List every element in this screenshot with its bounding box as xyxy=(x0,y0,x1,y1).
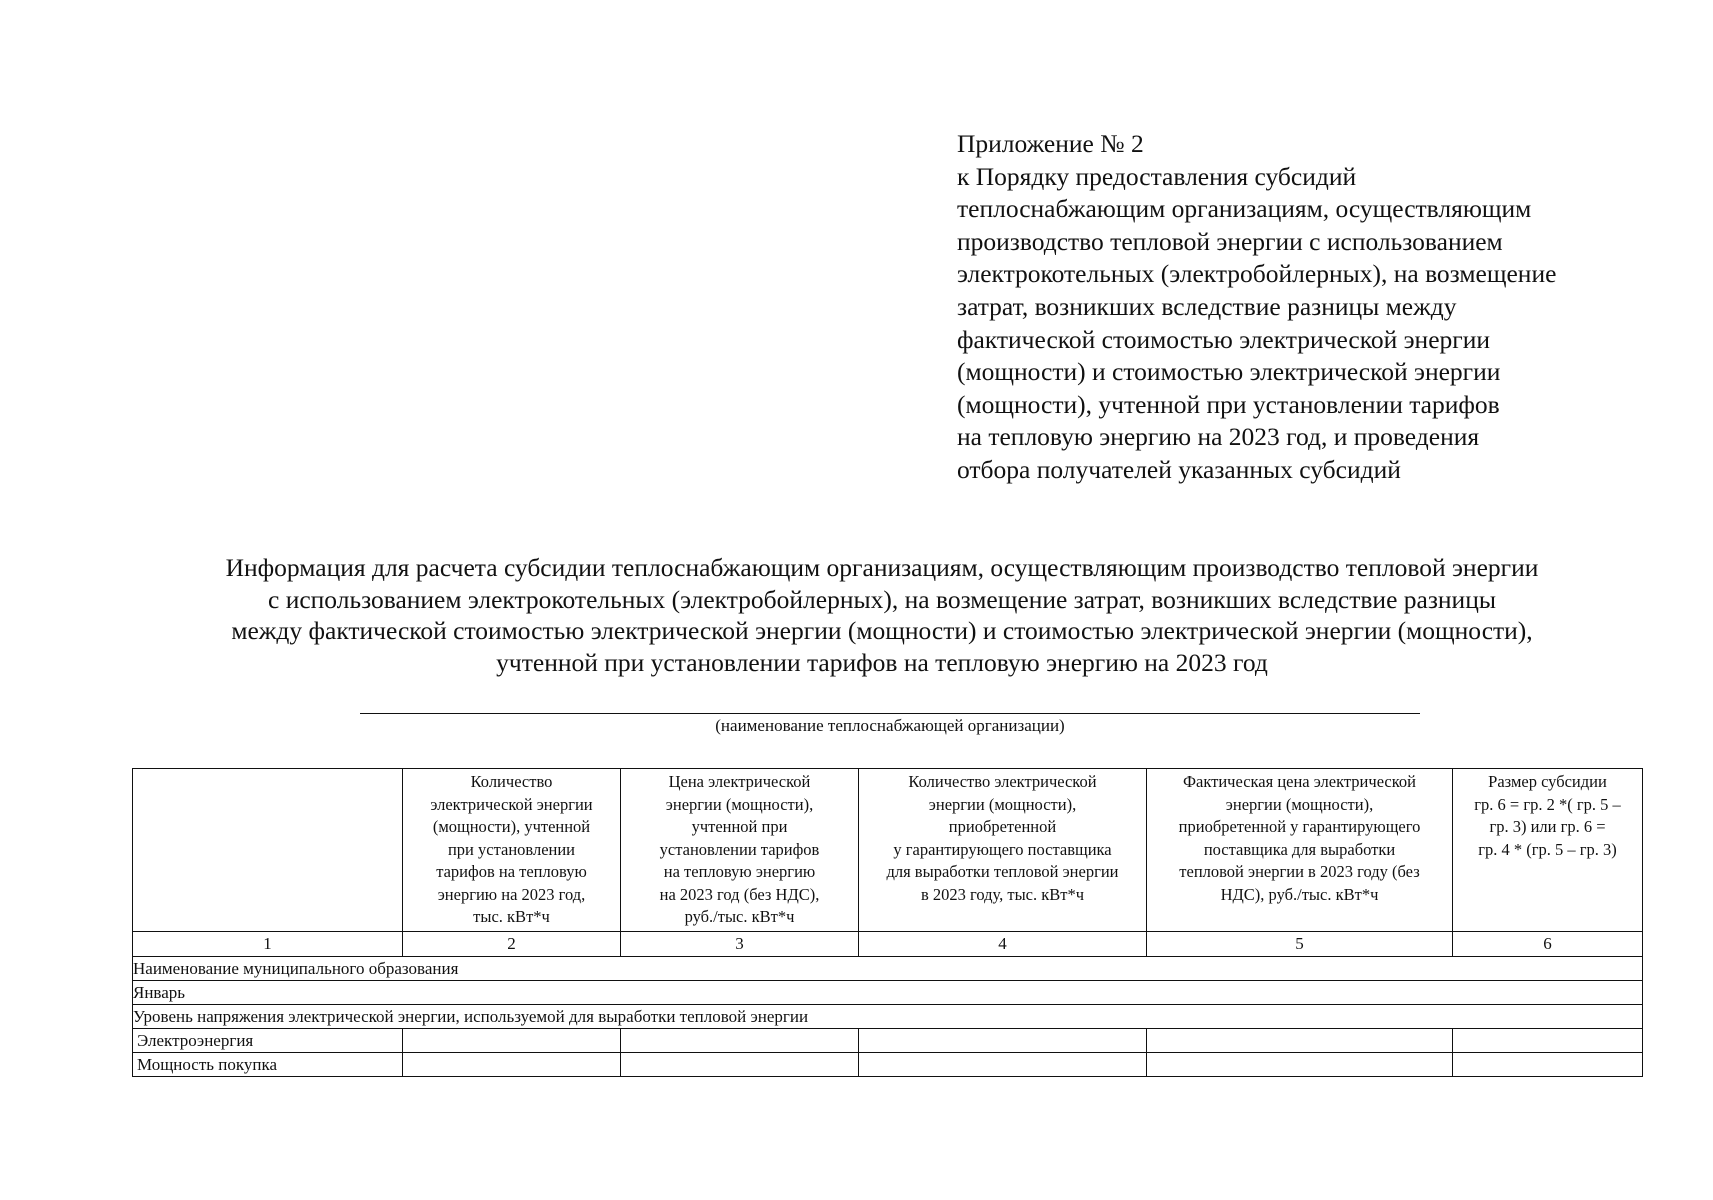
title-line: с использованием электрокотельных (электробойлерных), на возмещение затрат, возникших вследствие разницы xyxy=(268,584,1496,614)
header-line: учтенной при xyxy=(691,817,788,836)
column-number: 6 xyxy=(1453,932,1643,957)
appendix-line: производство тепловой энергии с использованием xyxy=(957,226,1503,256)
title-line: учтенной при установлении тарифов на тепловую энергию на 2023 год xyxy=(496,647,1268,677)
appendix-line: электрокотельных (электробойлерных), на возмещение xyxy=(957,259,1557,289)
document-title xyxy=(132,552,1632,678)
data-cell[interactable] xyxy=(1147,1053,1453,1077)
header-line: энергию на 2023 год, xyxy=(437,884,586,904)
column-number: 4 xyxy=(859,932,1147,957)
header-line: энергии (мощности), xyxy=(665,794,814,814)
appendix-line: отбора получателей указанных субсидий xyxy=(957,454,1401,484)
header-line: НДС), руб./тыс. кВт*ч xyxy=(1220,884,1379,904)
header-line: для выработки тепловой энергии xyxy=(886,862,1119,881)
header-line: руб./тыс. кВт*ч xyxy=(684,907,795,926)
organization-name-blank-line[interactable] xyxy=(360,713,1420,714)
header-line: электрической энергии xyxy=(430,794,593,814)
header-line: у гарантирующего поставщика xyxy=(893,839,1112,859)
header-line: гр. 4 * (гр. 5 – гр. 3) xyxy=(1478,839,1617,859)
appendix-line: на тепловую энергию на 2023 год, и проведения xyxy=(957,422,1480,452)
header-line: тарифов на тепловую xyxy=(436,862,587,881)
appendix-line: к Порядку предоставления субсидий xyxy=(957,161,1357,191)
appendix-line: (мощности) и стоимостью электрической энергии xyxy=(957,357,1501,387)
appendix-line: теплоснабжающим организациям, осуществляющим xyxy=(957,194,1532,224)
header-line: (мощности), учтенной xyxy=(432,817,591,836)
header-line: тыс. кВт*ч xyxy=(473,907,550,926)
header-line: Количество электрической xyxy=(908,772,1097,791)
header-cell-4 xyxy=(859,769,1147,932)
section-row-voltage-level xyxy=(133,1005,1643,1029)
header-line: тепловой энергии в 2023 году (без xyxy=(1179,862,1420,881)
header-line: на 2023 год (без НДС), xyxy=(659,884,820,904)
appendix-line: затрат, возникших вследствие разницы между xyxy=(957,291,1457,321)
table-row xyxy=(133,1029,1643,1053)
header-cell-5 xyxy=(1147,769,1453,932)
header-line: энергии (мощности), xyxy=(1225,794,1374,814)
header-line: в 2023 году, тыс. кВт*ч xyxy=(920,884,1085,904)
header-line: Размер субсидии xyxy=(1488,772,1607,791)
header-line: гр. 3) или гр. 6 = xyxy=(1489,817,1606,836)
column-number: 1 xyxy=(133,932,403,957)
data-cell[interactable] xyxy=(1453,1029,1643,1053)
data-cell[interactable] xyxy=(621,1053,859,1077)
section-label: Наименование муниципального образования xyxy=(133,957,1643,981)
data-cell[interactable] xyxy=(1147,1029,1453,1053)
header-line: на тепловую энергию xyxy=(663,862,816,881)
header-line: Фактическая цена электрической xyxy=(1182,772,1417,791)
title-line: между фактической стоимостью электрической энергии (мощности) и стоимостью электрической энергии (мощности), xyxy=(231,616,1533,645)
data-cell[interactable] xyxy=(859,1053,1147,1077)
header-line: при установлении xyxy=(447,839,576,859)
header-line: поставщика для выработки xyxy=(1203,839,1396,859)
column-number: 2 xyxy=(403,932,621,957)
appendix-line: (мощности), учтенной при установлении тарифов xyxy=(957,389,1500,419)
column-number-row xyxy=(133,932,1643,957)
appendix-line: Приложение № 2 xyxy=(957,129,1144,158)
section-row-month xyxy=(133,981,1643,1005)
data-cell[interactable] xyxy=(403,1053,621,1077)
column-number: 3 xyxy=(621,932,859,957)
header-line: установлении тарифов xyxy=(659,839,820,859)
table-row xyxy=(133,1053,1643,1077)
row-label: Мощность покупка xyxy=(133,1053,403,1077)
header-cell-2 xyxy=(403,769,621,932)
section-label: Уровень напряжения электрической энергии, используемой для выработки тепловой энергии xyxy=(133,1005,1643,1029)
data-cell[interactable] xyxy=(1453,1053,1643,1077)
title-line: Информация для расчета субсидии теплоснабжающим организациям, осуществляющим производство тепловой энергии xyxy=(225,553,1539,582)
data-cell[interactable] xyxy=(859,1029,1147,1053)
header-line: энергии (мощности), xyxy=(928,794,1077,814)
header-line: Цена электрической xyxy=(668,772,811,791)
header-cell-3 xyxy=(621,769,859,932)
organization-name-caption: (наименование теплоснабжающей организации) xyxy=(715,716,1065,735)
subsidy-table xyxy=(132,768,1643,1077)
data-cell[interactable] xyxy=(403,1029,621,1053)
data-cell[interactable] xyxy=(621,1029,859,1053)
appendix-line: фактической стоимостью электрической энергии xyxy=(957,324,1491,354)
column-number: 5 xyxy=(1147,932,1453,957)
header-cell-1 xyxy=(133,769,403,932)
header-line: гр. 6 = гр. 2 *( гр. 5 – xyxy=(1474,794,1621,814)
section-row-municipality xyxy=(133,957,1643,981)
appendix-header xyxy=(957,128,1677,487)
row-label: Электроэнергия xyxy=(133,1029,403,1053)
header-line: Количество xyxy=(470,772,553,791)
header-line: приобретенной xyxy=(948,817,1057,836)
header-cell-6 xyxy=(1453,769,1643,932)
header-line: приобретенной у гарантирующего xyxy=(1178,817,1421,836)
table-header-row xyxy=(133,769,1643,932)
section-label: Январь xyxy=(133,981,1643,1005)
